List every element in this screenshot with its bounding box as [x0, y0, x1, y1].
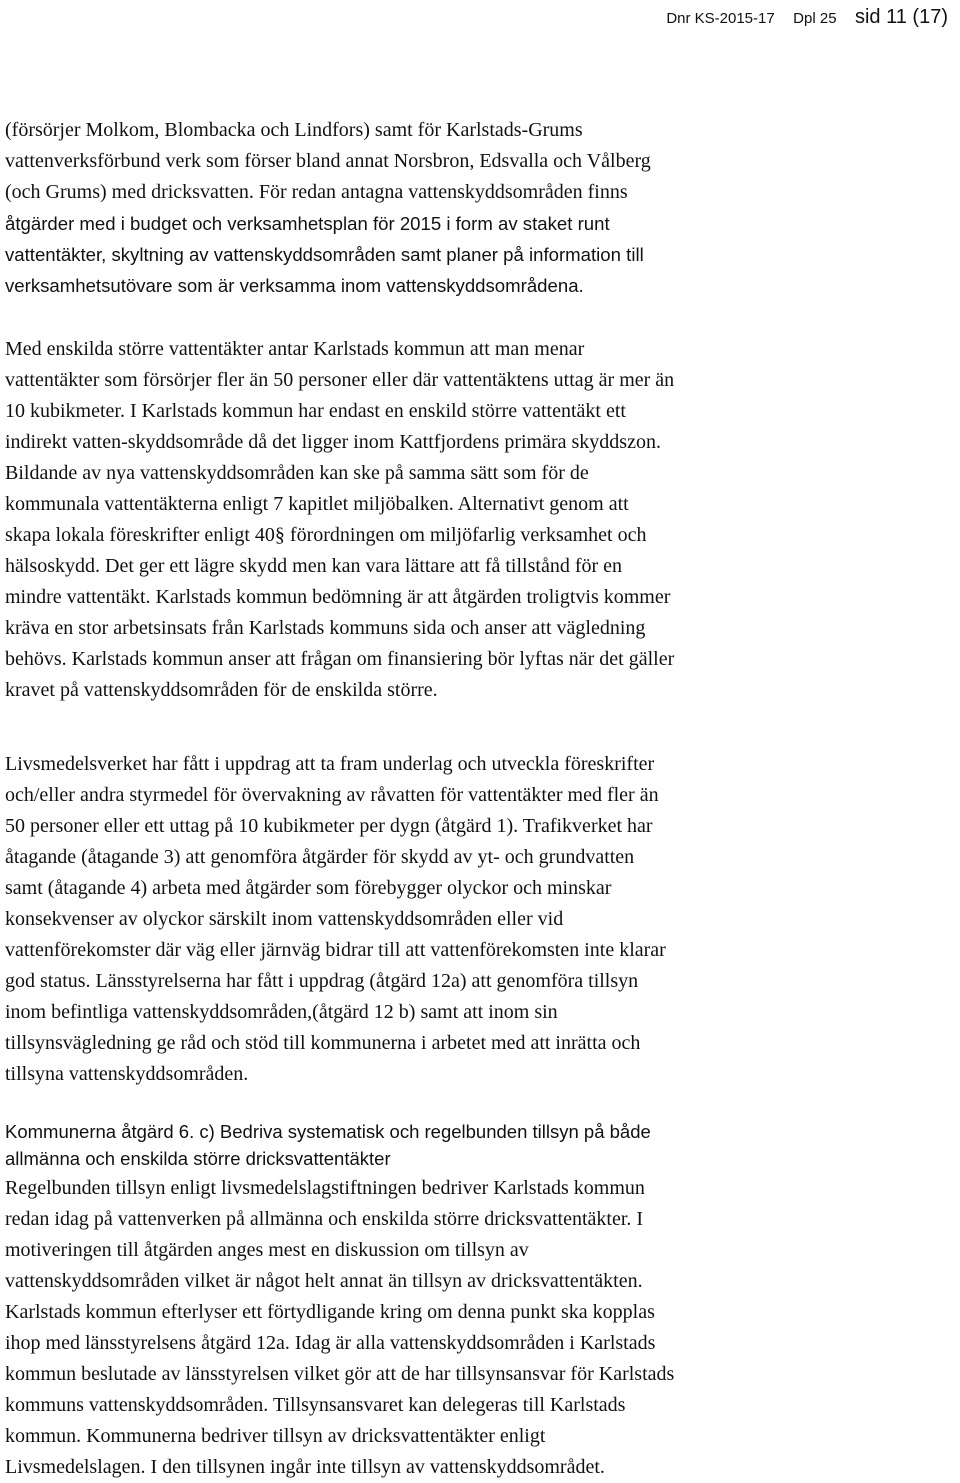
- text-line: skapa lokala föreskrifter enligt 40§ förordningen om miljöfarlig verksamhet och: [5, 524, 647, 546]
- text-line: Karlstads kommun efterlyser ett förtydligande kring om denna punkt ska kopplas: [5, 1301, 655, 1323]
- text-line: 50 personer eller ett uttag på 10 kubikmeter per dygn (åtgärd 1). Trafikverket har: [5, 815, 653, 837]
- page-number: sid 11 (17): [854, 6, 948, 28]
- text-line: vattenverksförbund verk som förser bland annat Norsbron, Edsvalla och Vålberg: [5, 150, 651, 172]
- text-line: kravet på vattenskyddsområden för de enskilda större.: [5, 679, 438, 701]
- text-line: (och Grums) med dricksvatten. För redan antagna vattenskyddsområden finns: [5, 181, 628, 203]
- text-line: kräva en stor arbetsinsats från Karlstads kommuns sida och anser att vägledning: [5, 617, 646, 639]
- diary-number: Dnr KS-2015-17: [666, 10, 775, 27]
- text-line: indirekt vatten-skyddsområde då det ligger inom Kattfjordens primära skyddszon.: [5, 431, 661, 453]
- document-body: [5, 115, 955, 1483]
- text-line: god status. Länsstyrelserna har fått i uppdrag (åtgärd 12a) att genomföra tillsyn: [5, 970, 639, 992]
- text-line: 10 kubikmeter. I Karlstads kommun har endast en enskild större vattentäkt ett: [5, 400, 626, 422]
- text-line: verksamhetsutövare som är verksamma inom vattenskyddsområdena.: [5, 275, 584, 296]
- text-line: vattenförekomster där väg eller järnväg bidrar till att vattenförekomsten inte klarar: [5, 939, 666, 961]
- text-line: vattentäkter som försörjer fler än 50 personer eller där vattentäktens uttag är mer än: [5, 369, 675, 391]
- page-header: [666, 6, 948, 29]
- section-heading: [5, 1118, 955, 1172]
- text-line: mindre vattentäkt. Karlstads kommun bedömning är att åtgärden troligtvis kommer: [5, 586, 671, 608]
- paragraph-livsmedelsverket: [5, 749, 955, 1090]
- text-line: kommunala vattentäkterna enligt 7 kapitlet miljöbalken. Alternativt genom att: [5, 493, 629, 515]
- text-line: åtagande (åtagande 3) att genomföra åtgärder för skydd av yt- och grundvatten: [5, 846, 635, 868]
- text-line: redan idag på vattenverken på allmänna och enskilda större dricksvattentäkter. I: [5, 1208, 644, 1230]
- text-line: och/eller andra styrmedel för övervakning av råvatten för vattentäkter med fler än: [5, 784, 659, 806]
- paragraph-private-water-sources: [5, 334, 955, 706]
- text-line: Livsmedelslagen. I den tillsynen ingår inte tillsyn av vattenskyddsområdet.: [5, 1456, 605, 1478]
- text-line: Bildande av nya vattenskyddsområden kan ske på samma sätt som för de: [5, 462, 589, 484]
- text-line: hälsoskydd. Det ger ett lägre skydd men kan vara lättare att få tillstånd för en: [5, 555, 623, 577]
- text-line: kommuns vattenskyddsområden. Tillsynsansvaret kan delegeras till Karlstads: [5, 1394, 626, 1416]
- text-line: tillsynsvägledning ge råd och stöd till kommunerna i arbetet med att inrätta och: [5, 1032, 641, 1054]
- heading-line: Kommunerna åtgärd 6. c) Bedriva systematisk och regelbunden tillsyn på både: [5, 1121, 651, 1142]
- heading-line: allmänna och enskilda större dricksvattentäkter: [5, 1148, 391, 1169]
- text-line: vattentäkter, skyltning av vattenskyddsområden samt planer på information till: [5, 244, 644, 265]
- text-line: vattenskyddsområden vilket är något helt annat än tillsyn av dricksvattentäkten.: [5, 1270, 643, 1292]
- text-line: tillsyna vattenskyddsområden.: [5, 1063, 249, 1085]
- document-paragraph-number: Dpl 25: [793, 10, 837, 27]
- text-line: kommun beslutade av länsstyrelsen vilket gör att de har tillsynsansvar för Karlstads: [5, 1363, 675, 1385]
- text-line: samt (åtagande 4) arbeta med åtgärder som förebygger olyckor och minskar: [5, 877, 612, 899]
- text-line: åtgärder med i budget och verksamhetsplan för 2015 i form av staket runt: [5, 213, 610, 234]
- paragraph-water-protection-measures: [5, 115, 955, 301]
- text-line: konsekvenser av olyckor särskilt inom vattenskyddsområden eller vid: [5, 908, 564, 930]
- text-line: kommun. Kommunerna bedriver tillsyn av dricksvattentäkter enligt: [5, 1425, 546, 1447]
- text-line: motiveringen till åtgärden anges mest en diskussion om tillsyn av: [5, 1239, 529, 1261]
- text-line: Regelbunden tillsyn enligt livsmedelslagstiftningen bedriver Karlstads kommun: [5, 1177, 645, 1199]
- text-line: Med enskilda större vattentäkter antar Karlstads kommun att man menar: [5, 338, 585, 360]
- text-line: behövs. Karlstads kommun anser att frågan om finansiering bör lyftas när det gäller: [5, 648, 675, 670]
- text-line: (försörjer Molkom, Blombacka och Lindfors) samt för Karlstads-Grums: [5, 119, 583, 141]
- text-line: ihop med länsstyrelsens åtgärd 12a. Idag är alla vattenskyddsområden i Karlstads: [5, 1332, 656, 1354]
- paragraph-regular-supervision: [5, 1173, 955, 1483]
- text-line: inom befintliga vattenskyddsområden,(åtgärd 12 b) samt att inom sin: [5, 1001, 558, 1023]
- text-line: Livsmedelsverket har fått i uppdrag att ta fram underlag och utveckla föreskrifter: [5, 753, 655, 775]
